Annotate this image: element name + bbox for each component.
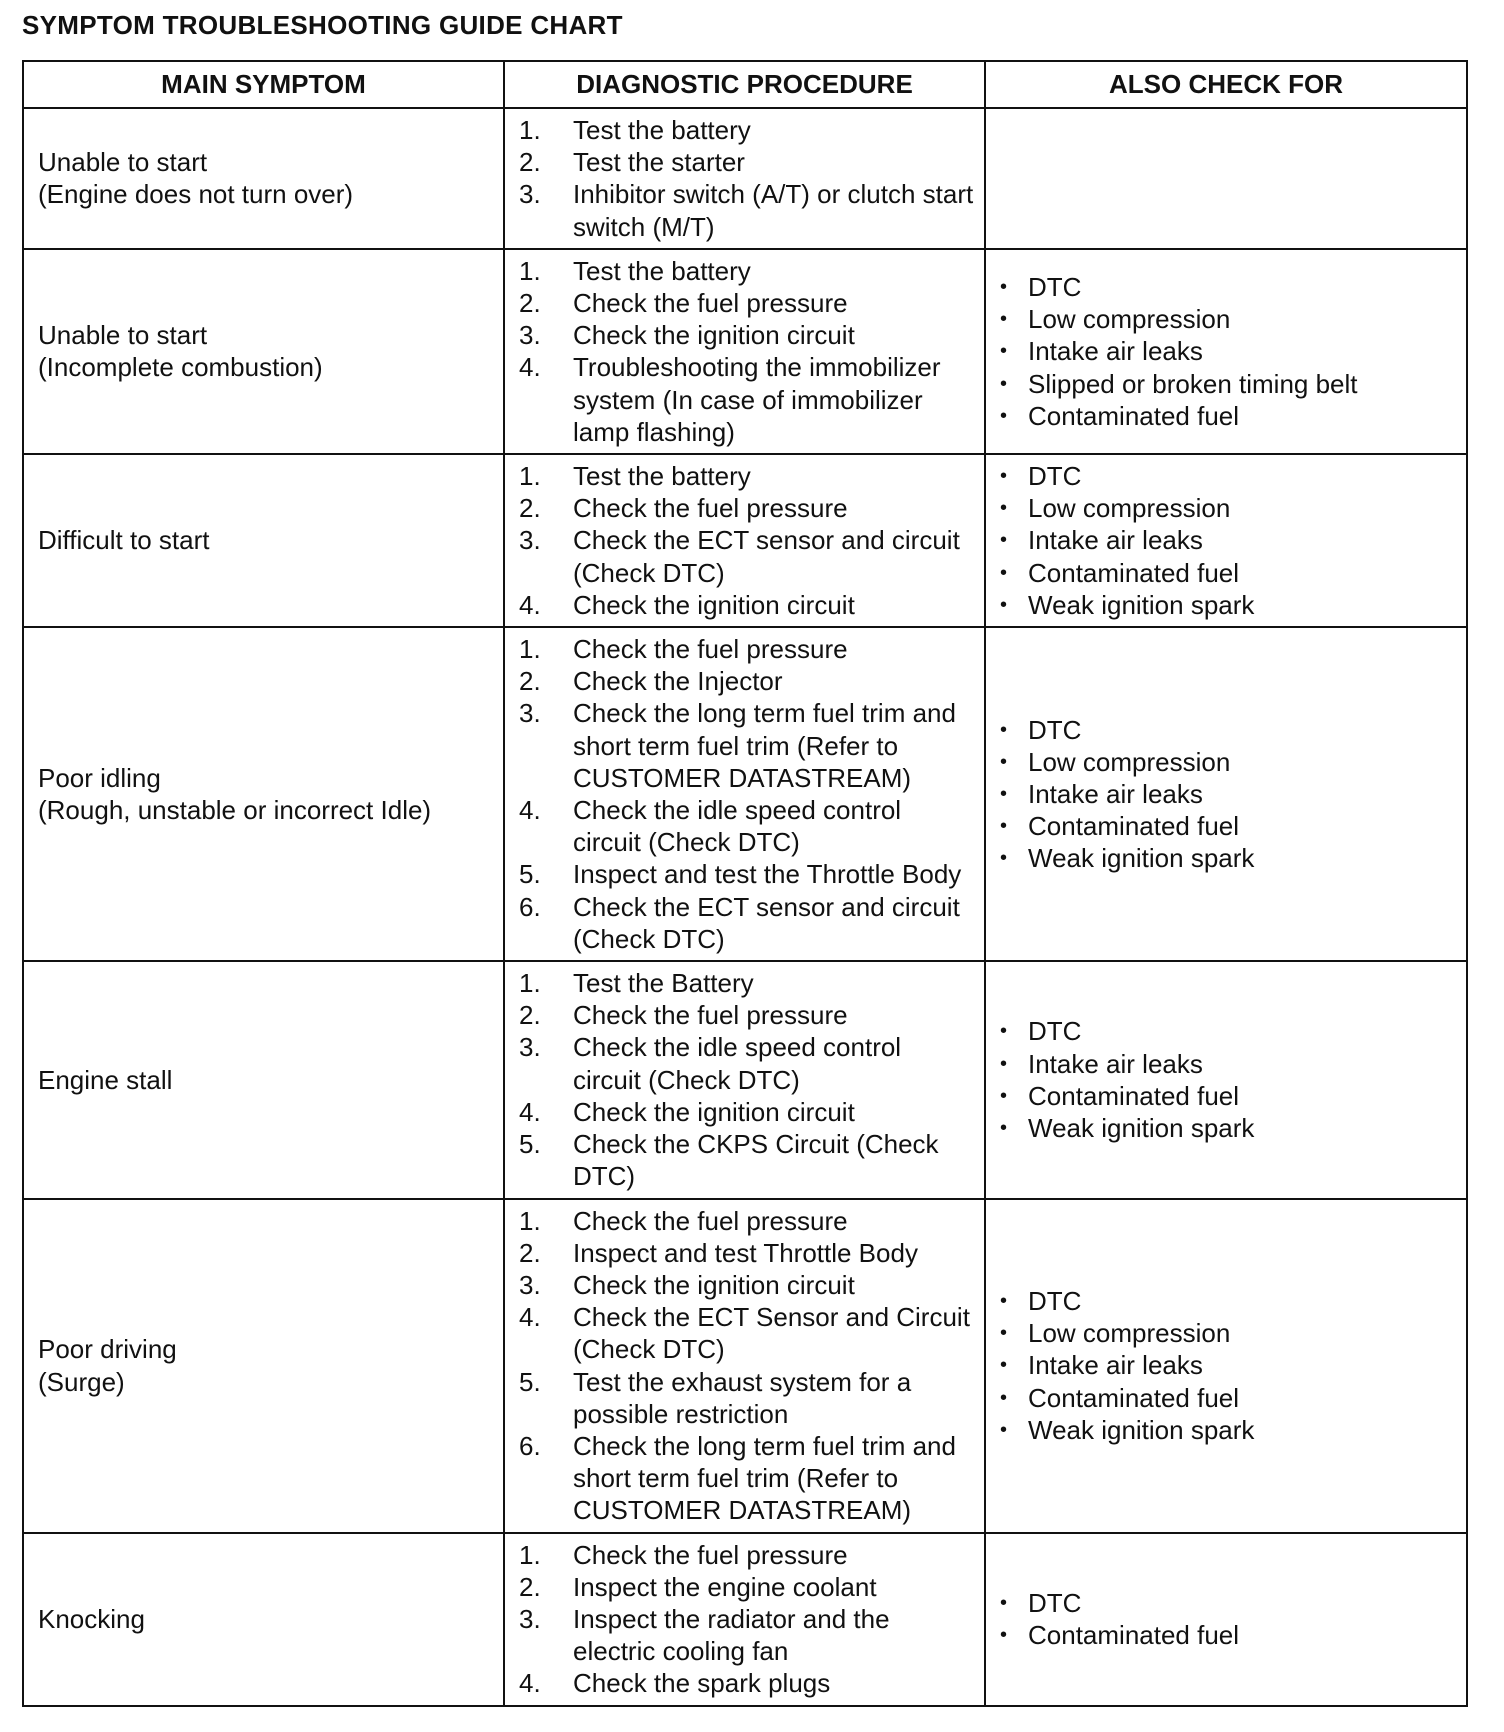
diagnostic-procedure-cell bbox=[504, 108, 985, 249]
step-number: 4. bbox=[519, 1668, 541, 1699]
table-row bbox=[23, 454, 1467, 627]
procedure-step bbox=[519, 178, 976, 242]
symptom-line: (Surge) bbox=[38, 1366, 125, 1397]
step-number: 4. bbox=[519, 352, 541, 383]
also-check-cell bbox=[985, 627, 1467, 961]
procedure-step bbox=[519, 1603, 976, 1667]
check-item bbox=[1000, 1048, 1458, 1080]
bullet-icon: • bbox=[1000, 1020, 1008, 1043]
step-text: Test the battery bbox=[573, 255, 751, 286]
step-number: 6. bbox=[519, 1430, 541, 1461]
bullet-icon: • bbox=[1000, 561, 1008, 584]
troubleshooting-table bbox=[22, 60, 1468, 1707]
check-item bbox=[1000, 460, 1458, 492]
check-item bbox=[1000, 335, 1458, 367]
step-number: 3. bbox=[519, 320, 541, 351]
diagnostic-procedure-cell bbox=[504, 1199, 985, 1533]
table-row bbox=[23, 1199, 1467, 1533]
check-item-text: DTC bbox=[1028, 461, 1082, 492]
step-number: 3. bbox=[519, 179, 541, 210]
check-item bbox=[1000, 589, 1458, 621]
procedure-step bbox=[519, 967, 976, 999]
check-item-text: Contaminated fuel bbox=[1028, 400, 1240, 431]
main-symptom-cell bbox=[23, 454, 504, 627]
header-also-check-for: ALSO CHECK FOR bbox=[985, 61, 1467, 108]
symptom-line: Unable to start bbox=[38, 147, 208, 178]
check-item bbox=[1000, 400, 1458, 432]
bullet-icon: • bbox=[1000, 497, 1008, 520]
procedure-step bbox=[519, 524, 976, 588]
check-item-text: DTC bbox=[1028, 1016, 1082, 1047]
step-text: Check the long term fuel trim and short term fuel trim (Refer to CUSTOMER DATASTREAM) bbox=[573, 698, 956, 793]
step-number: 3. bbox=[519, 525, 541, 556]
check-item-text: Contaminated fuel bbox=[1028, 1080, 1240, 1111]
bullet-icon: • bbox=[1000, 847, 1008, 870]
symptom-line: Difficult to start bbox=[38, 525, 210, 556]
check-item-text: Weak ignition spark bbox=[1028, 1112, 1255, 1143]
table-row bbox=[23, 249, 1467, 454]
step-text: Inspect the radiator and the electric cooling fan bbox=[573, 1603, 890, 1667]
bullet-icon: • bbox=[1000, 372, 1008, 395]
also-check-cell bbox=[985, 1533, 1467, 1706]
bullet-icon: • bbox=[1000, 275, 1008, 298]
header-diagnostic-procedure: DIAGNOSTIC PROCEDURE bbox=[504, 61, 985, 108]
check-item-text: Contaminated fuel bbox=[1028, 1382, 1240, 1413]
procedure-step bbox=[519, 114, 976, 146]
check-item bbox=[1000, 746, 1458, 778]
step-text: Check the fuel pressure bbox=[573, 634, 848, 665]
bullet-icon: • bbox=[1000, 1084, 1008, 1107]
step-number: 1. bbox=[519, 115, 541, 145]
step-number: 3. bbox=[519, 698, 541, 729]
symptom-line: Poor idling bbox=[38, 762, 161, 793]
procedure-step bbox=[519, 255, 976, 287]
main-symptom-cell bbox=[23, 961, 504, 1198]
check-item bbox=[1000, 810, 1458, 842]
main-symptom-cell bbox=[23, 627, 504, 961]
check-item-text: Intake air leaks bbox=[1028, 778, 1203, 809]
procedure-step bbox=[519, 1205, 976, 1237]
table-body bbox=[23, 108, 1467, 1706]
check-item bbox=[1000, 1619, 1458, 1651]
check-item-text: Low compression bbox=[1028, 493, 1231, 524]
check-item bbox=[1000, 1112, 1458, 1144]
step-number: 1. bbox=[519, 1205, 541, 1236]
step-number: 5. bbox=[519, 1366, 541, 1397]
diagnostic-procedure-cell bbox=[504, 1533, 985, 1706]
step-text: Check the CKPS Circuit (Check DTC) bbox=[573, 1129, 939, 1192]
procedure-step bbox=[519, 665, 976, 697]
symptom-line: (Rough, unstable or incorrect Idle) bbox=[38, 795, 432, 826]
check-item bbox=[1000, 557, 1458, 589]
step-number: 3. bbox=[519, 1032, 541, 1063]
step-text: Check the idle speed control circuit (Check DTC) bbox=[573, 1032, 902, 1095]
check-item-text: DTC bbox=[1028, 271, 1082, 302]
check-item-text: DTC bbox=[1028, 714, 1082, 745]
check-item bbox=[1000, 842, 1458, 874]
step-text: Check the ignition circuit bbox=[573, 1096, 855, 1127]
step-text: Test the starter bbox=[573, 147, 745, 178]
header-main-symptom: MAIN SYMPTOM bbox=[23, 61, 504, 108]
check-item bbox=[1000, 524, 1458, 556]
step-number: 4. bbox=[519, 795, 541, 826]
step-number: 2. bbox=[519, 1571, 541, 1602]
check-item bbox=[1000, 1382, 1458, 1414]
also-check-cell bbox=[985, 961, 1467, 1198]
bullet-icon: • bbox=[1000, 1591, 1008, 1614]
step-number: 4. bbox=[519, 1096, 541, 1127]
bullet-icon: • bbox=[1000, 1116, 1008, 1139]
step-number: 3. bbox=[519, 1603, 541, 1634]
step-text: Check the Injector bbox=[573, 666, 783, 697]
step-number: 2. bbox=[519, 147, 541, 178]
step-text: Test the Battery bbox=[573, 968, 754, 999]
bullet-icon: • bbox=[1000, 1052, 1008, 1075]
check-item bbox=[1000, 271, 1458, 303]
procedure-step bbox=[519, 1269, 976, 1301]
bullet-icon: • bbox=[1000, 750, 1008, 773]
bullet-icon: • bbox=[1000, 404, 1008, 427]
diagnostic-procedure-cell bbox=[504, 961, 985, 1198]
step-text: Check the long term fuel trim and short term fuel trim (Refer to CUSTOMER DATASTREAM) bbox=[573, 1430, 956, 1526]
diagnostic-procedure-cell bbox=[504, 249, 985, 454]
procedure-step bbox=[519, 1667, 976, 1699]
step-text: Check the ECT Sensor and Circuit (Check DTC) bbox=[573, 1302, 970, 1365]
bullet-icon: • bbox=[1000, 340, 1008, 363]
step-text: Check the spark plugs bbox=[573, 1668, 831, 1699]
symptom-line: (Engine does not turn over) bbox=[38, 179, 354, 210]
bullet-icon: • bbox=[1000, 1624, 1008, 1647]
step-text: Check the ignition circuit bbox=[573, 589, 855, 620]
bullet-icon: • bbox=[1000, 308, 1008, 331]
header-row bbox=[23, 61, 1467, 108]
check-item-text: Weak ignition spark bbox=[1028, 1414, 1255, 1445]
check-item bbox=[1000, 1015, 1458, 1047]
table-row bbox=[23, 961, 1467, 1198]
procedure-step bbox=[519, 891, 976, 955]
step-number: 1. bbox=[519, 461, 541, 492]
bullet-icon: • bbox=[1000, 815, 1008, 838]
main-symptom-cell bbox=[23, 108, 504, 249]
step-text: Check the fuel pressure bbox=[573, 1205, 848, 1236]
procedure-step bbox=[519, 1128, 976, 1192]
step-text: Inspect and test the Throttle Body bbox=[573, 859, 962, 890]
check-item bbox=[1000, 368, 1458, 400]
check-item-text: Low compression bbox=[1028, 746, 1231, 777]
procedure-step bbox=[519, 319, 976, 351]
check-item bbox=[1000, 1080, 1458, 1112]
step-number: 5. bbox=[519, 1129, 541, 1160]
procedure-step bbox=[519, 492, 976, 524]
diagnostic-procedure-cell bbox=[504, 627, 985, 961]
check-item bbox=[1000, 1285, 1458, 1317]
procedure-step bbox=[519, 146, 976, 178]
check-item-text: Low compression bbox=[1028, 1318, 1231, 1349]
step-text: Check the fuel pressure bbox=[573, 288, 848, 319]
step-number: 1. bbox=[519, 255, 541, 286]
step-text: Check the ignition circuit bbox=[573, 320, 855, 351]
step-text: Check the idle speed control circuit (Check DTC) bbox=[573, 795, 902, 858]
procedure-step bbox=[519, 460, 976, 492]
step-text: Check the ignition circuit bbox=[573, 1269, 855, 1300]
procedure-step bbox=[519, 1539, 976, 1571]
check-item bbox=[1000, 778, 1458, 810]
check-item bbox=[1000, 492, 1458, 524]
check-item-text: Intake air leaks bbox=[1028, 1048, 1203, 1079]
procedure-step bbox=[519, 697, 976, 794]
step-number: 1. bbox=[519, 1539, 541, 1570]
check-item bbox=[1000, 1317, 1458, 1349]
procedure-step bbox=[519, 1237, 976, 1269]
check-item-text: Weak ignition spark bbox=[1028, 589, 1255, 620]
symptom-line: Unable to start bbox=[38, 320, 208, 351]
step-text: Check the ECT sensor and circuit (Check DTC) bbox=[573, 525, 960, 588]
check-item-text: DTC bbox=[1028, 1286, 1082, 1316]
bullet-icon: • bbox=[1000, 593, 1008, 616]
step-number: 4. bbox=[519, 1302, 541, 1333]
check-item-text: Low compression bbox=[1028, 304, 1231, 335]
check-item-text: Contaminated fuel bbox=[1028, 811, 1240, 842]
step-number: 4. bbox=[519, 589, 541, 620]
bullet-icon: • bbox=[1000, 1418, 1008, 1441]
check-item bbox=[1000, 303, 1458, 335]
step-number: 3. bbox=[519, 1269, 541, 1300]
procedure-step bbox=[519, 858, 976, 890]
diagnostic-procedure-cell bbox=[504, 454, 985, 627]
procedure-step bbox=[519, 1571, 976, 1603]
procedure-step bbox=[519, 999, 976, 1031]
bullet-icon: • bbox=[1000, 1290, 1008, 1312]
procedure-step bbox=[519, 1301, 976, 1365]
also-check-cell bbox=[985, 249, 1467, 454]
check-item bbox=[1000, 1587, 1458, 1619]
symptom-line: Engine stall bbox=[38, 1064, 173, 1095]
table-row bbox=[23, 108, 1467, 249]
symptom-line: (Incomplete combustion) bbox=[38, 352, 323, 383]
step-text: Check the fuel pressure bbox=[573, 493, 848, 524]
symptom-line: Knocking bbox=[38, 1603, 145, 1634]
main-symptom-cell bbox=[23, 249, 504, 454]
symptom-line: Poor driving bbox=[38, 1334, 177, 1365]
procedure-step bbox=[519, 589, 976, 621]
step-text: Check the fuel pressure bbox=[573, 1000, 848, 1031]
check-item bbox=[1000, 1349, 1458, 1381]
procedure-step bbox=[519, 794, 976, 858]
check-item-text: Intake air leaks bbox=[1028, 336, 1203, 367]
step-number: 2. bbox=[519, 493, 541, 524]
check-item-text: Intake air leaks bbox=[1028, 1350, 1203, 1381]
table-row bbox=[23, 1533, 1467, 1706]
check-item-text: Intake air leaks bbox=[1028, 525, 1203, 556]
step-text: Test the battery bbox=[573, 115, 751, 145]
step-text: Check the ECT sensor and circuit (Check DTC) bbox=[573, 891, 960, 954]
step-number: 2. bbox=[519, 666, 541, 697]
main-symptom-cell bbox=[23, 1199, 504, 1533]
check-item-text: DTC bbox=[1028, 1587, 1082, 1618]
bullet-icon: • bbox=[1000, 718, 1008, 741]
step-text: Test the exhaust system for a possible restriction bbox=[573, 1366, 912, 1429]
step-text: Test the battery bbox=[573, 461, 751, 492]
step-number: 6. bbox=[519, 891, 541, 922]
document-title: SYMPTOM TROUBLESHOOTING GUIDE CHART bbox=[22, 10, 623, 40]
step-text: Inspect and test Throttle Body bbox=[573, 1237, 918, 1268]
step-text: Inhibitor switch (A/T) or clutch start switch (M/T) bbox=[573, 179, 974, 242]
procedure-step bbox=[519, 1430, 976, 1527]
bullet-icon: • bbox=[1000, 1322, 1008, 1345]
step-number: 1. bbox=[519, 968, 541, 999]
also-check-cell bbox=[985, 1199, 1467, 1533]
table-row bbox=[23, 627, 1467, 961]
bullet-icon: • bbox=[1000, 782, 1008, 805]
check-item-text: Contaminated fuel bbox=[1028, 1620, 1240, 1651]
step-number: 2. bbox=[519, 1000, 541, 1031]
procedure-step bbox=[519, 1366, 976, 1430]
step-text: Inspect the engine coolant bbox=[573, 1571, 877, 1602]
step-text: Check the fuel pressure bbox=[573, 1539, 848, 1570]
also-check-cell bbox=[985, 454, 1467, 627]
procedure-step bbox=[519, 633, 976, 665]
bullet-icon: • bbox=[1000, 529, 1008, 552]
check-item-text: Contaminated fuel bbox=[1028, 557, 1240, 588]
bullet-icon: • bbox=[1000, 1354, 1008, 1377]
procedure-step bbox=[519, 1096, 976, 1128]
procedure-step bbox=[519, 287, 976, 319]
step-number: 2. bbox=[519, 288, 541, 319]
step-number: 2. bbox=[519, 1237, 541, 1268]
step-number: 5. bbox=[519, 859, 541, 890]
procedure-step bbox=[519, 1031, 976, 1095]
check-item bbox=[1000, 1414, 1458, 1446]
also-check-cell bbox=[985, 108, 1467, 249]
procedure-step bbox=[519, 351, 976, 448]
check-item-text: Slipped or broken timing belt bbox=[1028, 368, 1358, 399]
step-number: 1. bbox=[519, 634, 541, 665]
step-text: Troubleshooting the immobilizer system (In case of immobilizer lamp flashing) bbox=[573, 352, 941, 447]
check-item bbox=[1000, 714, 1458, 746]
main-symptom-cell bbox=[23, 1533, 504, 1706]
bullet-icon: • bbox=[1000, 1386, 1008, 1409]
bullet-icon: • bbox=[1000, 465, 1008, 488]
check-item-text: Weak ignition spark bbox=[1028, 843, 1255, 874]
